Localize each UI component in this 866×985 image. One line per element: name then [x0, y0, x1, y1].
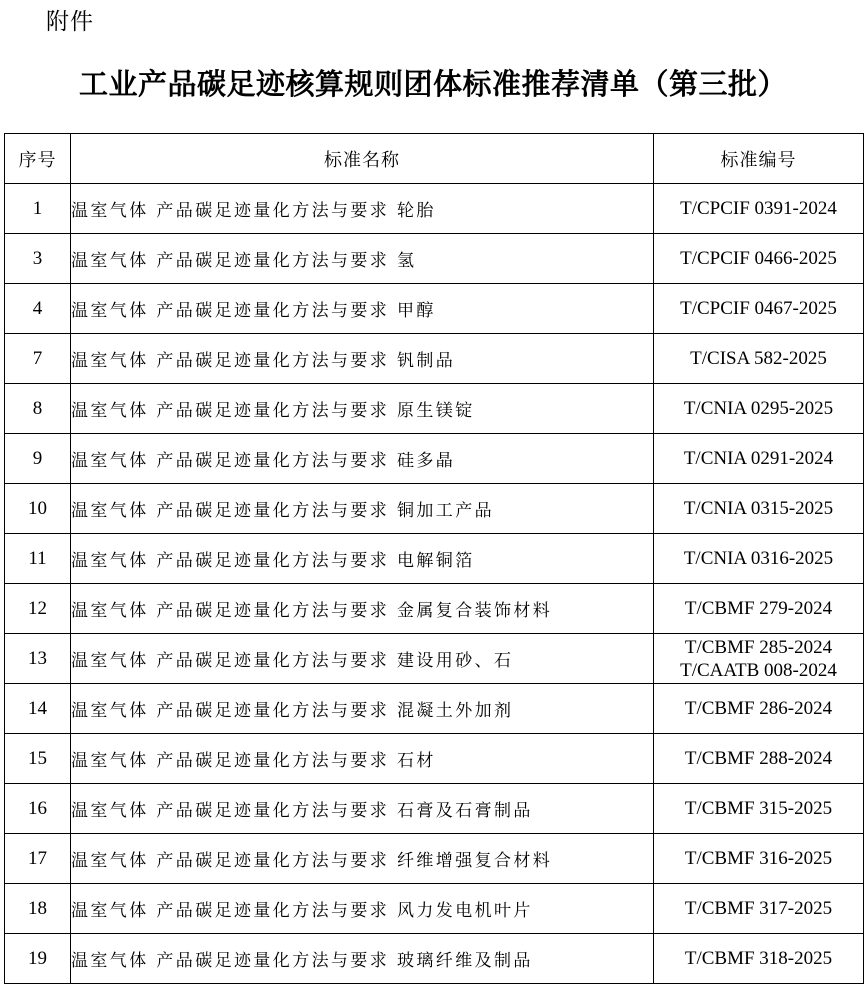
row-standard-code — [654, 884, 864, 934]
row-standard-name: 温室气体 产品碳足迹量化方法与要求 轮胎 — [71, 184, 654, 234]
standard-code-text: T/CNIA 0316-2025 — [683, 548, 834, 569]
table-body — [5, 184, 864, 984]
table-row — [5, 784, 864, 834]
row-standard-code — [654, 534, 864, 584]
row-serial-number: 11 — [5, 534, 71, 584]
row-standard-name: 温室气体 产品碳足迹量化方法与要求 氢 — [71, 234, 654, 284]
standard-code-text: T/CPCIF 0466-2025 — [680, 248, 837, 269]
table-row — [5, 534, 864, 584]
row-standard-name: 温室气体 产品碳足迹量化方法与要求 纤维增强复合材料 — [71, 834, 654, 884]
row-serial-number: 8 — [5, 384, 71, 434]
table-row — [5, 834, 864, 884]
table-row — [5, 934, 864, 984]
table-row — [5, 584, 864, 634]
table-row — [5, 334, 864, 384]
standard-code-text: T/CPCIF 0467-2025 — [680, 298, 837, 319]
standard-code-text: T/CBMF 316-2025 — [684, 848, 833, 869]
row-serial-number: 12 — [5, 584, 71, 634]
row-standard-code — [654, 484, 864, 534]
row-standard-name: 温室气体 产品碳足迹量化方法与要求 原生镁锭 — [71, 384, 654, 434]
standard-code-text: T/CISA 582-2025 — [690, 348, 827, 369]
table-row — [5, 484, 864, 534]
table-row — [5, 734, 864, 784]
row-standard-code — [654, 234, 864, 284]
table-row — [5, 884, 864, 934]
standard-code-text: T/CNIA 0295-2025 — [683, 398, 834, 419]
row-standard-code — [654, 734, 864, 784]
standard-code-text: T/CAATB 008-2024 — [680, 659, 837, 681]
row-standard-name: 温室气体 产品碳足迹量化方法与要求 电解铜箔 — [71, 534, 654, 584]
table-row — [5, 284, 864, 334]
standard-code-text: T/CBMF 286-2024 — [684, 698, 833, 719]
row-standard-code — [654, 934, 864, 984]
row-standard-name: 温室气体 产品碳足迹量化方法与要求 硅多晶 — [71, 434, 654, 484]
row-standard-name: 温室气体 产品碳足迹量化方法与要求 钒制品 — [71, 334, 654, 384]
row-standard-code — [654, 584, 864, 634]
row-standard-name: 温室气体 产品碳足迹量化方法与要求 石膏及石膏制品 — [71, 784, 654, 834]
standard-code-text: T/CBMF 318-2025 — [684, 948, 833, 969]
row-standard-name: 温室气体 产品碳足迹量化方法与要求 甲醇 — [71, 284, 654, 334]
row-serial-number: 4 — [5, 284, 71, 334]
row-standard-name: 温室气体 产品碳足迹量化方法与要求 石材 — [71, 734, 654, 784]
row-serial-number: 18 — [5, 884, 71, 934]
standard-code-text: T/CBMF 288-2024 — [684, 748, 833, 769]
row-serial-number: 13 — [5, 634, 71, 684]
row-standard-code — [654, 434, 864, 484]
row-serial-number: 3 — [5, 234, 71, 284]
row-serial-number: 16 — [5, 784, 71, 834]
row-serial-number: 15 — [5, 734, 71, 784]
table-row — [5, 434, 864, 484]
row-serial-number: 14 — [5, 684, 71, 734]
table-row — [5, 184, 864, 234]
row-standard-name: 温室气体 产品碳足迹量化方法与要求 铜加工产品 — [71, 484, 654, 534]
row-standard-code — [654, 334, 864, 384]
standard-code-text: T/CNIA 0291-2024 — [683, 448, 834, 469]
standard-code-text: T/CNIA 0315-2025 — [683, 498, 834, 519]
attachment-label: 附件 — [46, 9, 94, 35]
row-standard-name: 温室气体 产品碳足迹量化方法与要求 玻璃纤维及制品 — [71, 934, 654, 984]
standard-code-text: T/CBMF 279-2024 — [684, 598, 833, 619]
row-standard-name: 温室气体 产品碳足迹量化方法与要求 风力发电机叶片 — [71, 884, 654, 934]
standard-code-text: T/CBMF 285-2024 — [684, 636, 833, 658]
row-serial-number: 19 — [5, 934, 71, 984]
standard-code-text: T/CBMF 317-2025 — [684, 898, 833, 919]
row-standard-name: 温室气体 产品碳足迹量化方法与要求 混凝土外加剂 — [71, 684, 654, 734]
table-row — [5, 384, 864, 434]
standards-table — [4, 133, 864, 984]
header-serial-number: 序号 — [5, 134, 71, 184]
row-serial-number: 9 — [5, 434, 71, 484]
row-serial-number: 10 — [5, 484, 71, 534]
table-header-row — [5, 134, 864, 184]
header-standard-name: 标准名称 — [71, 134, 654, 184]
table-row — [5, 634, 864, 684]
standard-code-text: T/CBMF 315-2025 — [684, 798, 833, 819]
row-serial-number: 1 — [5, 184, 71, 234]
row-standard-code — [654, 634, 864, 684]
document-title: 工业产品碳足迹核算规则团体标准推荐清单（第三批） — [78, 67, 787, 101]
row-standard-code — [654, 684, 864, 734]
row-standard-name: 温室气体 产品碳足迹量化方法与要求 金属复合装饰材料 — [71, 584, 654, 634]
row-standard-code — [654, 284, 864, 334]
row-serial-number: 17 — [5, 834, 71, 884]
row-serial-number: 7 — [5, 334, 71, 384]
table-row — [5, 684, 864, 734]
row-standard-code — [654, 384, 864, 434]
table-row — [5, 234, 864, 284]
row-standard-code — [654, 184, 864, 234]
row-standard-code — [654, 834, 864, 884]
row-standard-name: 温室气体 产品碳足迹量化方法与要求 建设用砂、石 — [71, 634, 654, 684]
row-standard-code — [654, 784, 864, 834]
standard-code-text: T/CPCIF 0391-2024 — [680, 198, 837, 219]
header-standard-code: 标准编号 — [654, 134, 864, 184]
